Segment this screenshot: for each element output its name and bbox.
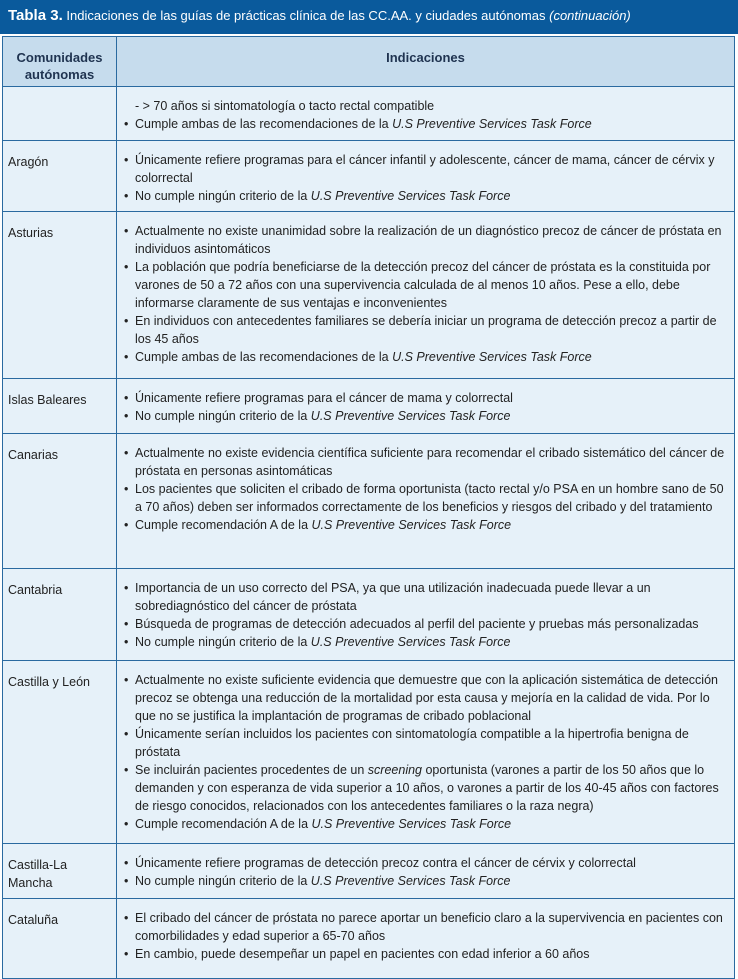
- bullet-icon: •: [124, 189, 129, 203]
- indication-text: Cumple recomendación A de la: [135, 518, 312, 532]
- table-title-suffix: (continuación): [549, 8, 631, 23]
- indication-item: [121, 115, 730, 133]
- indications-cell: [117, 141, 735, 212]
- bullet-icon: •: [124, 314, 129, 328]
- indication-item: [121, 151, 730, 187]
- indication-item: [121, 348, 730, 366]
- indication-emphasis: U.S Preventive Services Task Force: [310, 635, 511, 649]
- indication-item: [121, 633, 730, 651]
- indication-text: - > 70 años si sintomatología o tacto rectal compatible: [135, 99, 435, 113]
- indication-item: [121, 444, 730, 480]
- bullet-icon: •: [124, 391, 129, 405]
- indication-emphasis: U.S Preventive Services Task Force: [311, 817, 512, 831]
- table-number: Tabla 3.: [8, 7, 63, 24]
- region-cell: Aragón: [3, 141, 117, 212]
- indication-text: Importancia de un uso correcto del PSA, ya que una utilización inadecuada puede llevar a un sobrediagnóstico del cáncer de próstata: [135, 581, 651, 613]
- indication-text: Cumple ambas de las recomendaciones de la: [135, 350, 393, 364]
- indication-text: Se incluirán pacientes procedentes de un: [135, 763, 368, 777]
- indication-text: Cumple recomendación A de la: [135, 817, 312, 831]
- table-row: [3, 379, 735, 434]
- indication-text: Únicamente refiere programas de detección precoz contra el cáncer de cérvix y colorrectal: [135, 856, 636, 870]
- indication-text: Únicamente refiere programas para el cáncer de mama y colorrectal: [135, 391, 513, 405]
- indication-text: Actualmente no existe unanimidad sobre la realización de un diagnóstico precoz de cáncer de próstata en individuos asintomáticos: [135, 224, 722, 256]
- table-row: [3, 899, 735, 979]
- bullet-icon: •: [124, 874, 129, 888]
- indication-text: Los pacientes que soliciten el cribado de forma oportunista (tacto rectal y/o PSA en un hombre sano de 50 a 70 años) deben ser informados correctamente de los beneficios y riesgos del cribado y del tratamiento: [135, 482, 724, 514]
- header-indications: [117, 37, 735, 87]
- bullet-icon: •: [124, 763, 129, 777]
- table-row: [3, 87, 735, 141]
- table-title-text: Indicaciones de las guías de prácticas clínica de las CC.AA. y ciudades autónomas: [66, 8, 546, 23]
- region-cell: Castilla y León: [3, 661, 117, 844]
- indication-item: [121, 480, 730, 516]
- indication-emphasis: U.S Preventive Services Task Force: [310, 409, 511, 423]
- bullet-icon: •: [124, 409, 129, 423]
- bullet-icon: •: [124, 224, 129, 238]
- indication-text: No cumple ningún criterio de la: [135, 874, 311, 888]
- bullet-icon: •: [124, 617, 129, 631]
- indication-item: [121, 725, 730, 761]
- indication-text: Actualmente no existe suficiente evidencia que demuestre que con la aplicación sistemática de detección precoz se obtenga una reducción de la mortalidad por esta causa y mejoría en la calidad de vida. Por lo que no se justifica la implantación de programas de cribado poblacional: [135, 673, 718, 723]
- indications-table: [2, 36, 735, 979]
- table-row: [3, 569, 735, 661]
- region-cell: Canarias: [3, 434, 117, 569]
- indication-text-tail: oportunista (varones a partir de los 50 años que lo demanden y con esperanza de vida superior a 10 años, o varones a partir de los 40-45 años con factores de riesgo conocidos, relacionados con los antecedentes familiares o la raza negra): [135, 763, 719, 813]
- indications-cell: [117, 899, 735, 979]
- indication-item: [121, 815, 730, 833]
- indication-item: [121, 407, 730, 425]
- region-cell: Cantabria: [3, 569, 117, 661]
- indication-emphasis: U.S Preventive Services Task Force: [311, 518, 512, 532]
- bullet-icon: •: [124, 911, 129, 925]
- indication-text: La población que podría beneficiarse de la detección precoz del cáncer de próstata es la constituida por varones de 50 a 72 años con una supervivencia calculada de al menos 10 años. Pese a ello, debe informarse claramente de sus ventajas e inconvenientes: [135, 260, 711, 310]
- indication-item: [121, 97, 730, 115]
- indication-item: [121, 258, 730, 312]
- bullet-icon: •: [124, 260, 129, 274]
- indication-text: No cumple ningún criterio de la: [135, 635, 311, 649]
- indication-text: En individuos con antecedentes familiares se debería iniciar un programa de detección precoz a partir de los 45 años: [135, 314, 717, 346]
- table-row: [3, 212, 735, 379]
- indication-text: En cambio, puede desempeñar un papel en pacientes con edad inferior a 60 años: [135, 947, 590, 961]
- indication-text: Cumple ambas de las recomendaciones de la: [135, 117, 393, 131]
- region-cell: Islas Baleares: [3, 379, 117, 434]
- indication-item: [121, 872, 730, 890]
- indications-cell: [117, 434, 735, 569]
- indications-cell: [117, 379, 735, 434]
- region-cell: Cataluña: [3, 899, 117, 979]
- bullet-icon: •: [124, 153, 129, 167]
- indication-item: [121, 761, 730, 815]
- indication-text: Únicamente refiere programas para el cáncer infantil y adolescente, cáncer de mama, cáncer de cérvix y colorrectal: [135, 153, 715, 185]
- indication-text: Actualmente no existe evidencia científica suficiente para recomendar el cribado sistemático del cáncer de próstata en personas asintomáticas: [135, 446, 725, 478]
- indication-item: [121, 187, 730, 205]
- indication-item: [121, 579, 730, 615]
- indication-emphasis: U.S Preventive Services Task Force: [392, 117, 592, 131]
- indication-item: [121, 945, 730, 963]
- indication-emphasis: screening: [367, 763, 422, 777]
- bullet-icon: •: [124, 446, 129, 460]
- indication-item: [121, 516, 730, 534]
- table-row: [3, 434, 735, 569]
- indication-text: No cumple ningún criterio de la: [135, 189, 311, 203]
- table-title: [0, 0, 738, 34]
- indication-item: [121, 854, 730, 872]
- bullet-icon: •: [124, 673, 129, 687]
- table-row: [3, 844, 735, 899]
- indication-text: No cumple ningún criterio de la: [135, 409, 311, 423]
- bullet-icon: •: [124, 727, 129, 741]
- indication-item: [121, 312, 730, 348]
- bullet-icon: •: [124, 117, 129, 131]
- indication-item: [121, 222, 730, 258]
- indications-cell: [117, 661, 735, 844]
- table-row: [3, 141, 735, 212]
- indication-emphasis: U.S Preventive Services Task Force: [392, 350, 592, 364]
- indications-cell: [117, 212, 735, 379]
- indications-cell: [117, 569, 735, 661]
- indication-emphasis: U.S Preventive Services Task Force: [310, 189, 511, 203]
- bullet-icon: •: [124, 350, 129, 364]
- region-cell: Castilla-La Mancha: [3, 844, 117, 899]
- bullet-icon: •: [124, 635, 129, 649]
- indication-text: El cribado del cáncer de próstata no parece aportar un beneficio claro a la supervivencia en pacientes con comorbilidades y edad superior a 65-70 años: [135, 911, 723, 943]
- header-indications-label: Indicaciones: [386, 50, 465, 65]
- indications-cell: [117, 87, 735, 141]
- table-row: [3, 661, 735, 844]
- bullet-icon: •: [124, 817, 129, 831]
- header-row: [3, 37, 735, 87]
- indications-cell: [117, 844, 735, 899]
- indication-item: [121, 671, 730, 725]
- indication-text: Búsqueda de programas de detección adecuados al perfil del paciente y pruebas más personalizadas: [135, 617, 699, 631]
- indication-text: Únicamente serían incluidos los pacientes con sintomatología compatible a la hipertrofia benigna de próstata: [135, 727, 689, 759]
- bullet-icon: •: [124, 947, 129, 961]
- bullet-icon: •: [124, 856, 129, 870]
- header-communities: [3, 37, 117, 87]
- indication-item: [121, 615, 730, 633]
- indication-item: [121, 909, 730, 945]
- bullet-icon: •: [124, 482, 129, 496]
- region-cell: [3, 87, 117, 141]
- indication-item: [121, 389, 730, 407]
- bullet-icon: •: [124, 518, 129, 532]
- bullet-icon: •: [124, 581, 129, 595]
- region-cell: Asturias: [3, 212, 117, 379]
- header-communities-label: Comunidades autónomas: [16, 50, 103, 82]
- indication-emphasis: U.S Preventive Services Task Force: [310, 874, 511, 888]
